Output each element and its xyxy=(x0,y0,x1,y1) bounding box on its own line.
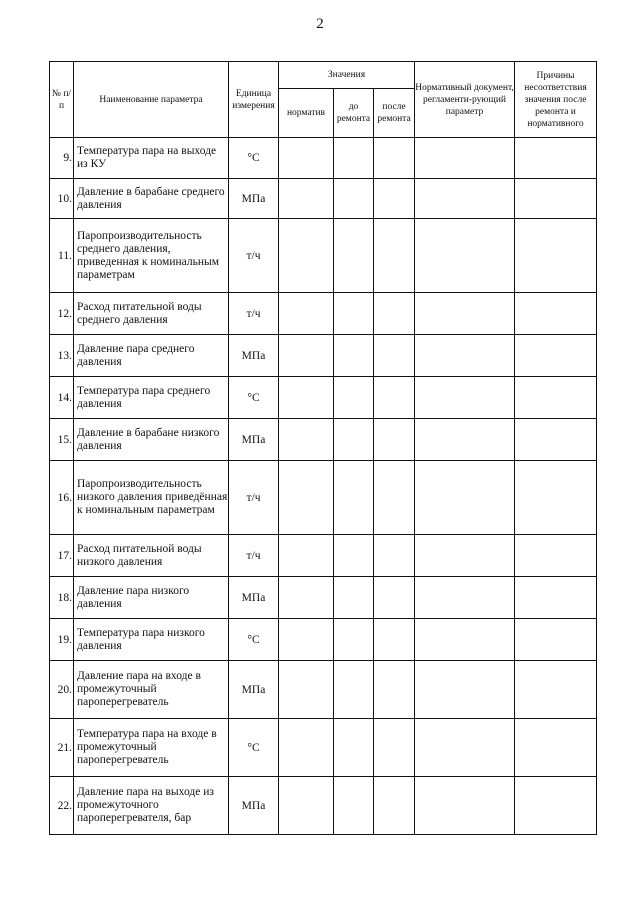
before-repair-cell xyxy=(334,377,374,419)
table-row xyxy=(50,335,597,377)
reasons-cell xyxy=(515,577,597,619)
table-row xyxy=(50,577,597,619)
norm-cell xyxy=(279,335,334,377)
page-number: 2 xyxy=(316,16,324,32)
after-repair-cell xyxy=(374,419,415,461)
parameter-name: Давление пара среднего давления xyxy=(74,335,229,377)
norm-cell xyxy=(279,179,334,219)
parameters-table xyxy=(49,61,597,835)
unit-cell: МПа xyxy=(229,179,279,219)
parameter-name: Давление пара низкого давления xyxy=(74,577,229,619)
norm-cell xyxy=(279,619,334,661)
table-row xyxy=(50,777,597,835)
table-row xyxy=(50,719,597,777)
normative-doc-cell xyxy=(415,293,515,335)
table-row xyxy=(50,377,597,419)
norm-cell xyxy=(279,293,334,335)
table-row xyxy=(50,535,597,577)
row-number: 13. xyxy=(50,335,74,377)
unit-cell: т/ч xyxy=(229,219,279,293)
normative-doc-cell xyxy=(415,777,515,835)
before-repair-cell xyxy=(334,719,374,777)
norm-cell xyxy=(279,219,334,293)
reasons-cell xyxy=(515,777,597,835)
row-number: 15. xyxy=(50,419,74,461)
unit-cell: °С xyxy=(229,719,279,777)
before-repair-cell xyxy=(334,179,374,219)
header-num: № п/п xyxy=(50,62,74,138)
parameter-name: Давление пара на выходе из промежуточного пароперегревателя, бар xyxy=(74,777,229,835)
reasons-cell xyxy=(515,535,597,577)
norm-cell xyxy=(279,719,334,777)
after-repair-cell xyxy=(374,461,415,535)
after-repair-cell xyxy=(374,179,415,219)
before-repair-cell xyxy=(334,661,374,719)
before-repair-cell xyxy=(334,219,374,293)
table-row xyxy=(50,461,597,535)
after-repair-cell xyxy=(374,577,415,619)
parameter-name: Температура пара на выходе из КУ xyxy=(74,138,229,179)
reasons-cell xyxy=(515,377,597,419)
table-row xyxy=(50,179,597,219)
normative-doc-cell xyxy=(415,719,515,777)
after-repair-cell xyxy=(374,777,415,835)
unit-cell: т/ч xyxy=(229,461,279,535)
unit-cell: т/ч xyxy=(229,293,279,335)
after-repair-cell xyxy=(374,219,415,293)
unit-cell: МПа xyxy=(229,335,279,377)
row-number: 9. xyxy=(50,138,74,179)
normative-doc-cell xyxy=(415,619,515,661)
after-repair-cell xyxy=(374,619,415,661)
unit-cell: °С xyxy=(229,138,279,179)
before-repair-cell xyxy=(334,138,374,179)
after-repair-cell xyxy=(374,661,415,719)
table-row xyxy=(50,219,597,293)
reasons-cell xyxy=(515,619,597,661)
parameter-name: Паропроизводительность низкого давления приведённая к номинальным параметрам xyxy=(74,461,229,535)
reasons-cell xyxy=(515,419,597,461)
norm-cell xyxy=(279,377,334,419)
table-row xyxy=(50,419,597,461)
row-number: 19. xyxy=(50,619,74,661)
before-repair-cell xyxy=(334,777,374,835)
normative-doc-cell xyxy=(415,535,515,577)
before-repair-cell xyxy=(334,461,374,535)
normative-doc-cell xyxy=(415,577,515,619)
norm-cell xyxy=(279,138,334,179)
before-repair-cell xyxy=(334,293,374,335)
unit-cell: МПа xyxy=(229,577,279,619)
normative-doc-cell xyxy=(415,419,515,461)
row-number: 16. xyxy=(50,461,74,535)
after-repair-cell xyxy=(374,377,415,419)
unit-cell: МПа xyxy=(229,777,279,835)
header-doc: Нормативный документ, регламенти-рующий параметр xyxy=(415,62,515,138)
table-row xyxy=(50,138,597,179)
normative-doc-cell xyxy=(415,661,515,719)
reasons-cell xyxy=(515,138,597,179)
header-values: Значения xyxy=(279,62,415,89)
unit-cell: МПа xyxy=(229,661,279,719)
row-number: 12. xyxy=(50,293,74,335)
header-reasons: Причины несоответствия значения после ремонта и нормативного xyxy=(515,62,597,138)
row-number: 21. xyxy=(50,719,74,777)
after-repair-cell xyxy=(374,293,415,335)
norm-cell xyxy=(279,535,334,577)
unit-cell: т/ч xyxy=(229,535,279,577)
parameter-name: Температура пара среднего давления xyxy=(74,377,229,419)
after-repair-cell xyxy=(374,138,415,179)
row-number: 10. xyxy=(50,179,74,219)
normative-doc-cell xyxy=(415,461,515,535)
parameter-name: Температура пара на входе в промежуточный пароперегреватель xyxy=(74,719,229,777)
row-number: 14. xyxy=(50,377,74,419)
before-repair-cell xyxy=(334,577,374,619)
reasons-cell xyxy=(515,335,597,377)
reasons-cell xyxy=(515,179,597,219)
before-repair-cell xyxy=(334,335,374,377)
norm-cell xyxy=(279,577,334,619)
after-repair-cell xyxy=(374,719,415,777)
row-number: 22. xyxy=(50,777,74,835)
before-repair-cell xyxy=(334,419,374,461)
normative-doc-cell xyxy=(415,377,515,419)
header-unit: Единица измерения xyxy=(229,62,279,138)
header-after: после ремонта xyxy=(374,89,415,138)
table-row xyxy=(50,293,597,335)
normative-doc-cell xyxy=(415,335,515,377)
unit-cell: °С xyxy=(229,377,279,419)
row-number: 11. xyxy=(50,219,74,293)
after-repair-cell xyxy=(374,335,415,377)
reasons-cell xyxy=(515,719,597,777)
parameter-name: Давление в барабане среднего давления xyxy=(74,179,229,219)
table-row xyxy=(50,661,597,719)
before-repair-cell xyxy=(334,535,374,577)
normative-doc-cell xyxy=(415,138,515,179)
unit-cell: МПа xyxy=(229,419,279,461)
norm-cell xyxy=(279,661,334,719)
parameter-name: Расход питательной воды низкого давления xyxy=(74,535,229,577)
reasons-cell xyxy=(515,293,597,335)
header-name: Наименование параметра xyxy=(74,62,229,138)
row-number: 20. xyxy=(50,661,74,719)
unit-cell: °С xyxy=(229,619,279,661)
table-row xyxy=(50,619,597,661)
header-before: до ремонта xyxy=(334,89,374,138)
norm-cell xyxy=(279,777,334,835)
after-repair-cell xyxy=(374,535,415,577)
parameter-name: Давление пара на входе в промежуточный пароперегреватель xyxy=(74,661,229,719)
header-row-1 xyxy=(50,62,597,89)
normative-doc-cell xyxy=(415,219,515,293)
parameter-name: Давление в барабане низкого давления xyxy=(74,419,229,461)
reasons-cell xyxy=(515,461,597,535)
norm-cell xyxy=(279,461,334,535)
normative-doc-cell xyxy=(415,179,515,219)
reasons-cell xyxy=(515,661,597,719)
norm-cell xyxy=(279,419,334,461)
row-number: 17. xyxy=(50,535,74,577)
before-repair-cell xyxy=(334,619,374,661)
parameter-name: Расход питательной воды среднего давления xyxy=(74,293,229,335)
row-number: 18. xyxy=(50,577,74,619)
reasons-cell xyxy=(515,219,597,293)
header-norm: норматив xyxy=(279,89,334,138)
parameter-name: Температура пара низкого давления xyxy=(74,619,229,661)
parameter-name: Паропроизводительность среднего давления, приведенная к номинальным параметрам xyxy=(74,219,229,293)
